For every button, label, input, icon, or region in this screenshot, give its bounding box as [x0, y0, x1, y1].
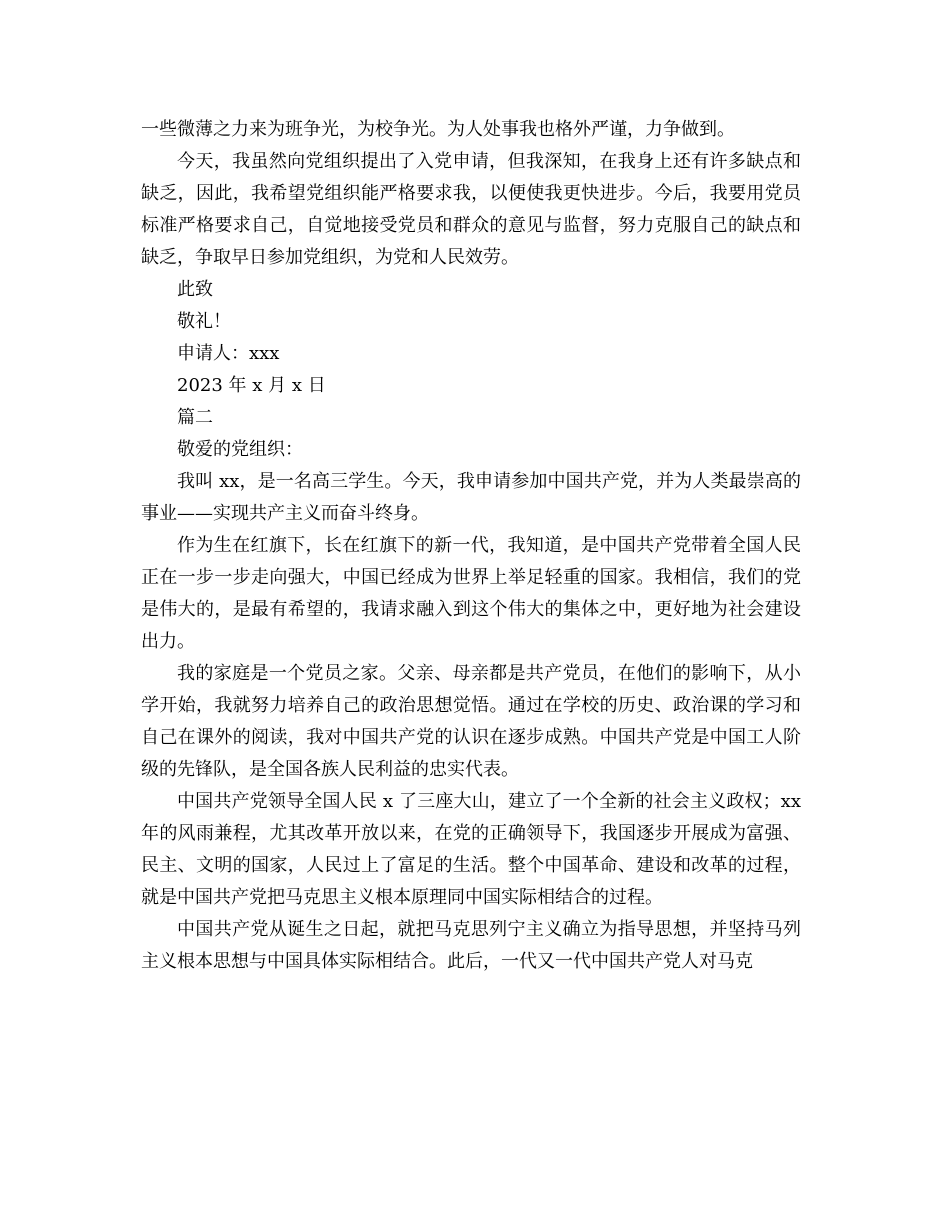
applicant-signature: 申请人：xxx — [177, 343, 280, 364]
document-body — [141, 114, 801, 978]
letter-date: 2023 年 x 月 x 日 — [177, 375, 326, 396]
paragraph-generation: 作为生在红旗下，长在红旗下的新一代，我知道，是中国共产党带着全国人民正在一步一步走向强大，中国已经成为世界上举足轻重的国家。我相信，我们的党是伟大的，是最有希望的，我请求融入到这个伟大的集体之中，更好地为社会建设出力。 — [141, 535, 801, 652]
closing-salutation: 此致 — [177, 279, 213, 300]
paragraph-introduction: 我叫 xx，是一名高三学生。今天，我申请参加中国共产党，并为人类最崇高的事业——实现共产主义而奋斗终身。 — [141, 471, 801, 524]
paragraph-ideology: 中国共产党从诞生之日起，就把马克思列宁主义确立为指导思想，并坚持马列主义根本思想与中国具体实际相结合。此后，一代又一代中国共产党人对马克 — [141, 919, 801, 972]
closing-regards: 敬礼！ — [177, 311, 231, 332]
paragraph-family: 我的家庭是一个党员之家。父亲、母亲都是共产党员，在他们的影响下，从小学开始，我就努力培养自己的政治思想觉悟。通过在学校的历史、政治课的学习和自己在课外的阅读，我对中国共产党的认识在逐步成熟。中国共产党是中国工人阶级的先锋队，是全国各族人民利益的忠实代表。 — [141, 663, 801, 780]
paragraph-continued: 一些微薄之力来为班争光，为校争光。为人处事我也格外严谨，力争做到。 — [141, 119, 735, 140]
paragraph-commitment: 今天，我虽然向党组织提出了入党申请，但我深知，在我身上还有许多缺点和缺乏，因此，我希望党组织能严格要求我，以便使我更快进步。今后，我要用党员标准严格要求自己，自觉地接受党员和群众的意见与监督，努力克服自己的缺点和缺乏，争取早日参加党组织，为党和人民效劳。 — [141, 151, 801, 268]
letter-greeting: 敬爱的党组织： — [177, 439, 303, 460]
section-heading: 篇二 — [177, 407, 213, 428]
paragraph-history: 中国共产党领导全国人民 x 了三座大山，建立了一个全新的社会主义政权；xx 年的风雨兼程，尤其改革开放以来，在党的正确领导下，我国逐步开展成为富强、民主、文明的国家，人民过上了富足的生活。整个中国革命、建设和改革的过程，就是中国共产党把马克思主义根本原理同中国实际相结合的过程。 — [141, 791, 801, 908]
